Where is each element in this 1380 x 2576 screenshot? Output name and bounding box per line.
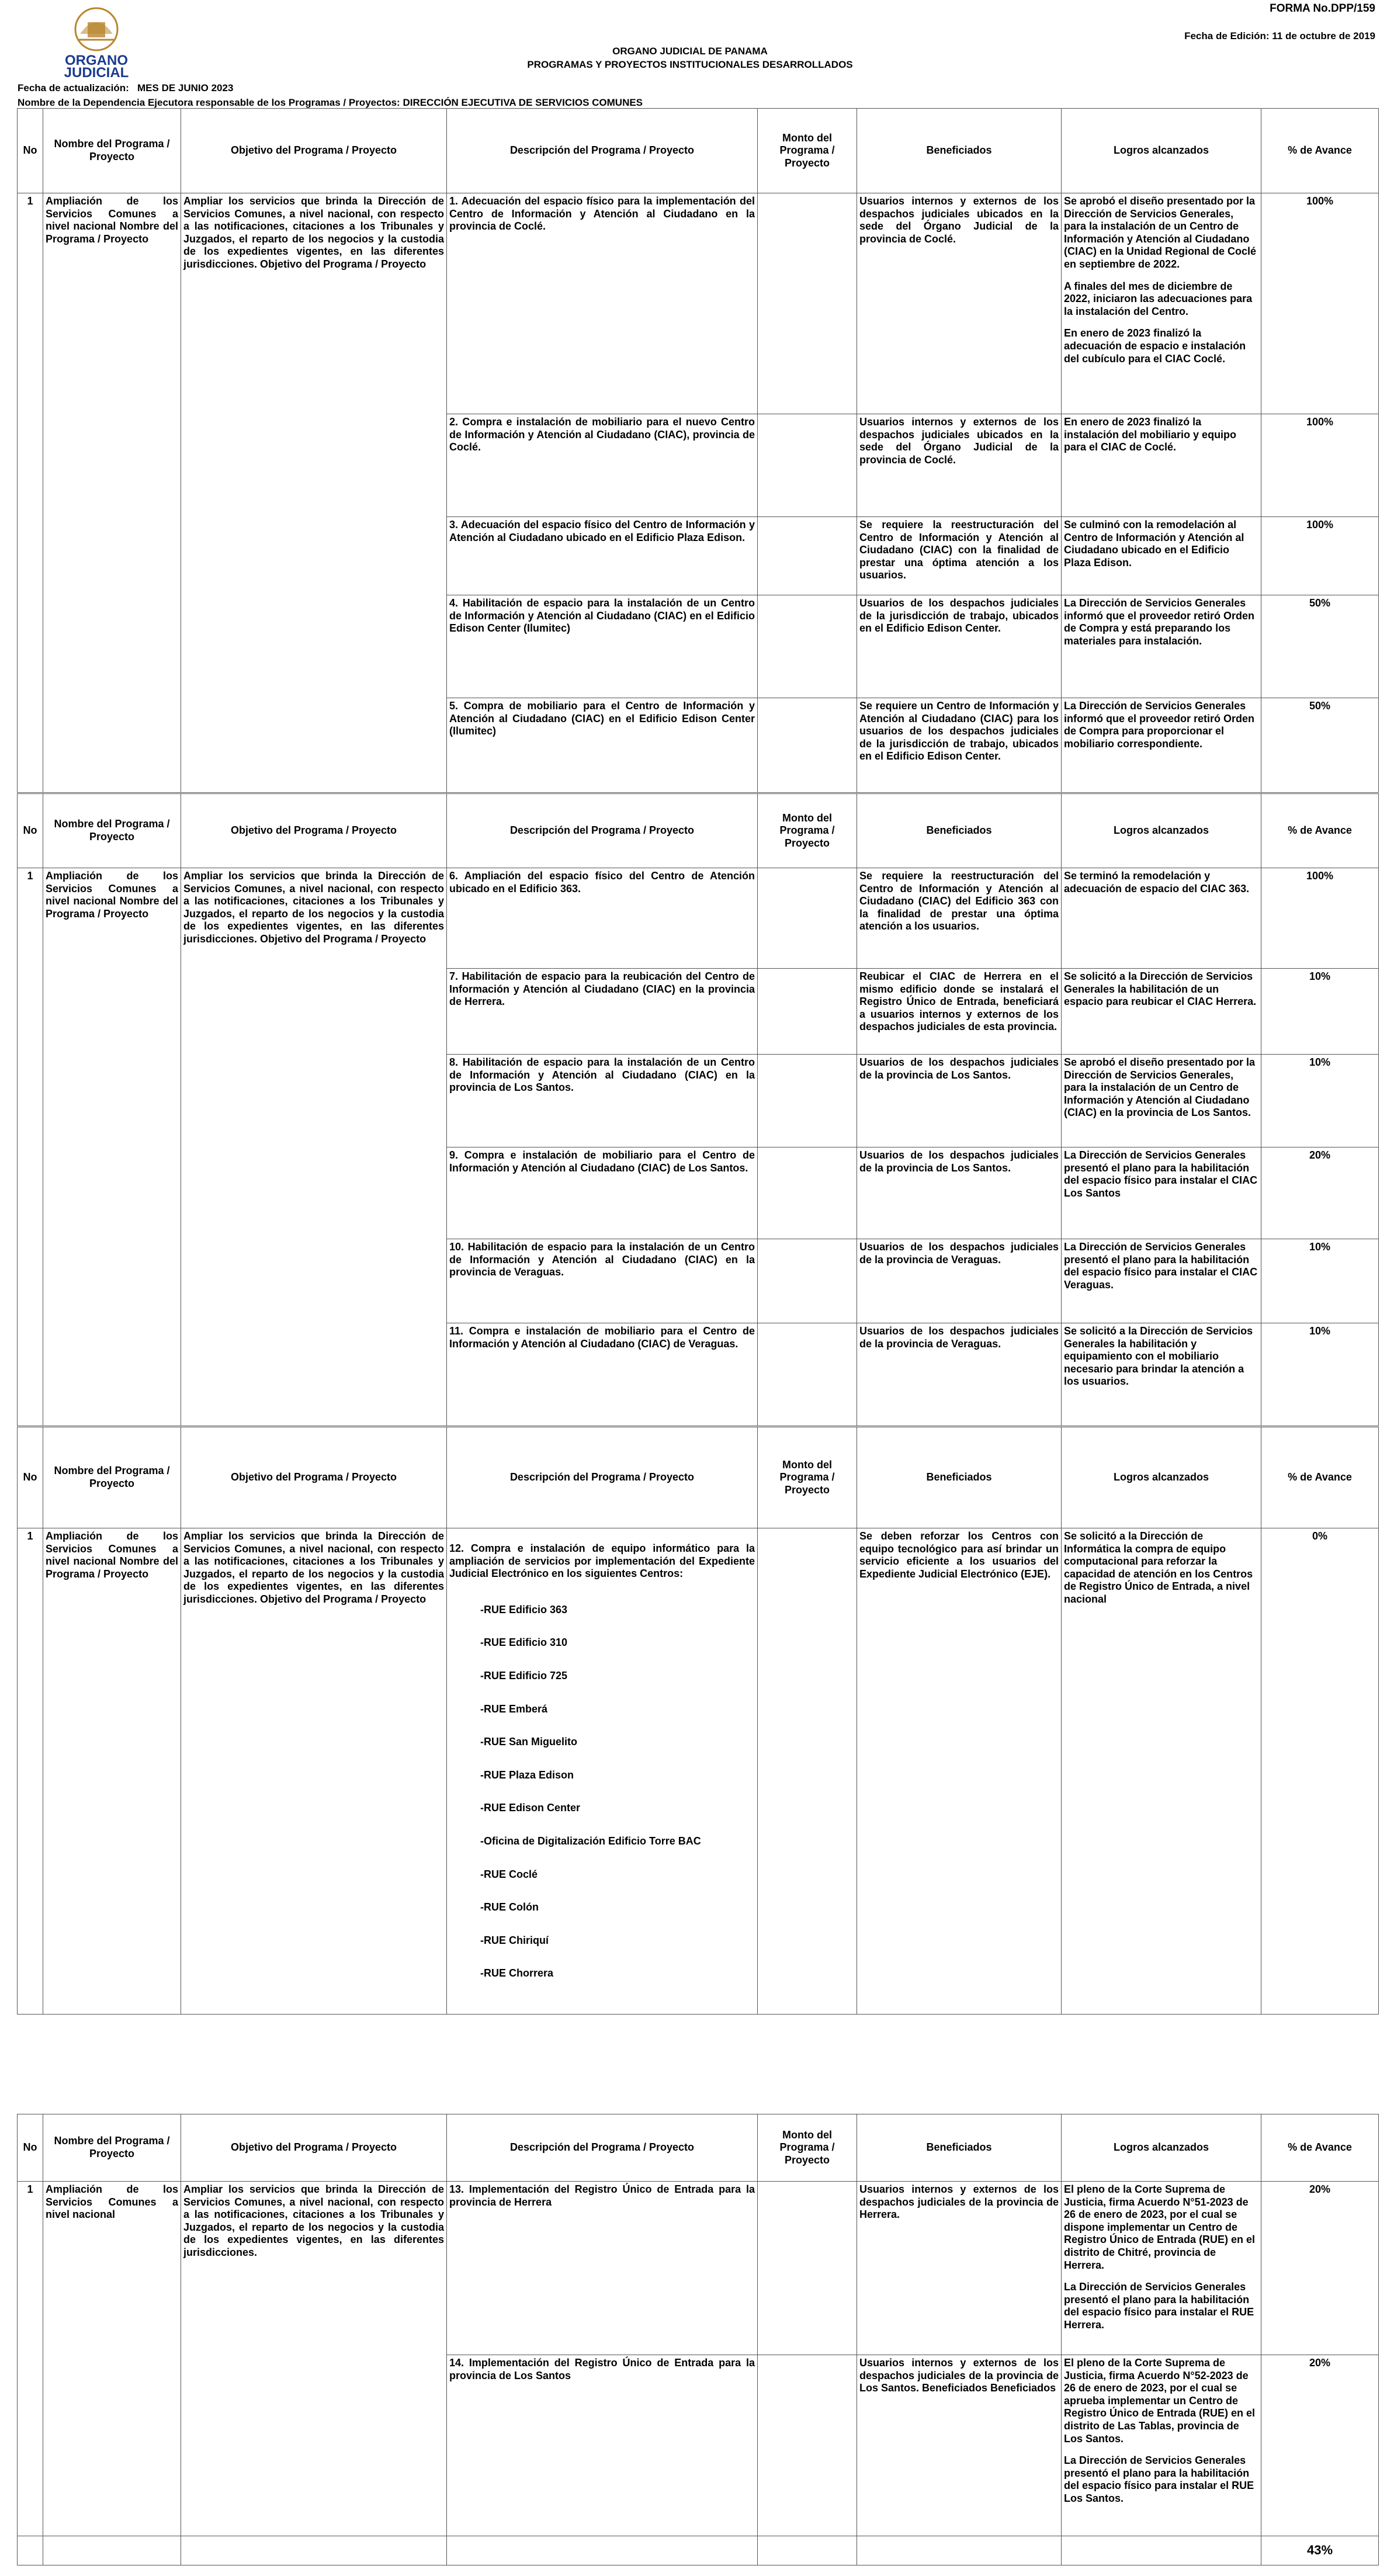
project-achievements: La Dirección de Servicios Generales informó que el proveedor retiró Orden de Compra y está preparando los materiales para instalación.	[1062, 595, 1261, 698]
empty-cell	[43, 2536, 181, 2565]
table-header-row	[18, 109, 1379, 193]
project-beneficiaries: Usuarios de los despachos judiciales de la provincia de Los Santos.	[857, 1147, 1062, 1239]
program-no: 1	[18, 2182, 43, 2536]
project-amount	[758, 193, 857, 414]
project-achievements: Se aprobó el diseño presentado por la Dirección de Servicios Generales, para la instalación de un Centro de Información y Atención al Ciudadano (CIAC) en la provincia de Los Santos.	[1062, 1055, 1261, 1147]
project-achievements: La Dirección de Servicios Generales presentó el plano para la habilitación del espacio físico para instalar el CIAC Los Santos	[1062, 1147, 1261, 1239]
list-item: -RUE Edificio 725	[480, 1669, 568, 1681]
project-beneficiaries: Usuarios de los despachos judiciales de la provincia de Veraguas.	[857, 1239, 1062, 1323]
programs-table-section-2	[17, 793, 1379, 1426]
project-progress: 10%	[1261, 1323, 1379, 1426]
list-item: -RUE Coclé	[480, 1868, 538, 1880]
program-no: 1	[18, 1528, 43, 2015]
program-no: 1	[18, 193, 43, 793]
list-item: -RUE Edificio 363	[480, 1603, 568, 1615]
table-header-row	[18, 794, 1379, 868]
col-amount: Monto del Programa / Proyecto	[758, 109, 857, 193]
project-beneficiaries: Reubicar el CIAC de Herrera en el mismo edificio donde se instalará el Registro Único de Entrada, beneficiará a usuarios internos y externos de los despachos judiciales de esta provincia.	[857, 969, 1062, 1055]
program-name: Ampliación de los Servicios Comunes a nivel nacional Nombre del Programa / Proyecto	[43, 193, 181, 793]
col-beneficiaries: Beneficiados	[857, 109, 1062, 193]
list-item: -RUE Colón	[480, 1901, 539, 1913]
project-amount	[758, 1323, 857, 1426]
program-objective: Ampliar los servicios que brinda la Dirección de Servicios Comunes, a nivel nacional, con respecto a las notificaciones, citaciones a los Tribunales y Juzgados, el reparto de los negocios y la custodia de los expedientes vigentes, en las diferentes jurisdicciones.	[181, 2182, 447, 2536]
project-amount	[758, 414, 857, 517]
col-name: Nombre del Programa / Proyecto	[43, 2114, 181, 2182]
project-description: 14. Implementación del Registro Único de Entrada para la provincia de Los Santos	[447, 2355, 758, 2536]
program-name: Ampliación de los Servicios Comunes a nivel nacional	[43, 2182, 181, 2536]
program-objective: Ampliar los servicios que brinda la Dirección de Servicios Comunes, a nivel nacional, con respecto a las notificaciones, citaciones a los Tribunales y Juzgados, el reparto de los negocios y la custodia de los expedientes vigentes, en las diferentes jurisdicciones. Objetivo del Programa / Proyecto	[181, 193, 447, 793]
project-beneficiaries: Se deben reforzar los Centros con equipo tecnológico para así brindar un servicio eficiente a los usuarios del Expediente Judicial Electrónico (EJE).	[857, 1528, 1062, 2015]
project-amount	[758, 1528, 857, 2015]
project-progress: 10%	[1261, 969, 1379, 1055]
program-name: Ampliación de los Servicios Comunes a nivel nacional Nombre del Programa / Proyecto	[43, 1528, 181, 2015]
project-beneficiaries: Usuarios de los despachos judiciales de la provincia de Los Santos.	[857, 1055, 1062, 1147]
col-achievements: Logros alcanzados	[1062, 2114, 1261, 2182]
org-title: ORGANO JUDICIAL DE PANAMA	[612, 46, 768, 57]
form-code: FORMA No.DPP/159	[1270, 2, 1375, 15]
program-no: 1	[18, 868, 43, 1426]
update-date: Fecha de actualización: MES DE JUNIO 2023	[18, 82, 234, 93]
project-description: 11. Compra e instalación de mobiliario para el Centro de Información y Atención al Ciudadano (CIAC) de Veraguas.	[447, 1323, 758, 1426]
project-description: 8. Habilitación de espacio para la instalación de un Centro de Información y Atención al Ciudadano (CIAC) en la provincia de Los Santos.	[447, 1055, 758, 1147]
empty-cell	[18, 2536, 43, 2565]
col-amount: Monto del Programa / Proyecto	[758, 1427, 857, 1528]
col-no: No	[18, 109, 43, 193]
project-progress: 100%	[1261, 868, 1379, 969]
list-item: -RUE Edison Center	[480, 1802, 581, 1814]
project-amount	[758, 517, 857, 595]
col-objective: Objetivo del Programa / Proyecto	[181, 109, 447, 193]
project-achievements: Se solicitó a la Dirección de Informática la compra de equipo computacional para reforzar la capacidad de atención en los Centros de Registro Único de Entrada, a nivel nacional	[1062, 1528, 1261, 2015]
project-amount	[758, 1239, 857, 1323]
project-amount	[758, 2355, 857, 2536]
project-amount	[758, 595, 857, 698]
project-achievements: La Dirección de Servicios Generales informó que el proveedor retiró Orden de Compra para proporcionar el mobiliario correspondiente.	[1062, 698, 1261, 793]
project-description: 12. Compra e instalación de equipo informático para la ampliación de servicios por implementación del Expediente Judicial Electrónico en los siguientes Centros: -RUE Edificio 363 -RUE Edificio 310 -RUE Edificio 725 -RUE Emberá -RUE San Miguelito -RUE Plaza Edison -RUE Edison Center -Oficina de Digitalización Edificio Torre BAC -RUE Coclé -RUE Colón -RUE Chiriquí -RUE Chorrera	[447, 1528, 758, 2015]
edition-date: Fecha de Edición: 11 de octubre de 2019	[1184, 30, 1375, 41]
program-objective: Ampliar los servicios que brinda la Dirección de Servicios Comunes, a nivel nacional, con respecto a las notificaciones, citaciones a los Tribunales y Juzgados, el reparto de los negocios y la custodia de los expedientes vigentes, en las diferentes jurisdicciones. Objetivo del Programa / Proyecto	[181, 868, 447, 1426]
programs-table-section-1	[17, 108, 1379, 793]
col-objective: Objetivo del Programa / Proyecto	[181, 1427, 447, 1528]
empty-cell	[758, 2536, 857, 2565]
table-row	[18, 193, 1379, 414]
project-progress: 20%	[1261, 2355, 1379, 2536]
empty-cell	[447, 2536, 758, 2565]
project-amount	[758, 969, 857, 1055]
project-achievements: La Dirección de Servicios Generales presentó el plano para la habilitación del espacio físico para instalar el CIAC Veraguas.	[1062, 1239, 1261, 1323]
table-row	[18, 1528, 1379, 2015]
project-achievements: El pleno de la Corte Suprema de Justicia, firma Acuerdo N°51-2023 de 26 de enero de 2023, por el cual se dispone implementar un Centro de Registro Único de Entrada (RUE) en el distrito de Chitré, provincia de Herrera. La Dirección de Servicios Generales presentó el plano para la habilitación del espacio físico para instalar el RUE Herrera.	[1062, 2182, 1261, 2355]
centers-list	[449, 1604, 755, 1980]
project-progress: 10%	[1261, 1239, 1379, 1323]
project-amount	[758, 868, 857, 969]
project-description: 6. Ampliación del espacio físico del Centro de Atención ubicado en el Edificio 363.	[447, 868, 758, 969]
project-progress: 20%	[1261, 1147, 1379, 1239]
project-progress: 20%	[1261, 2182, 1379, 2355]
col-objective: Objetivo del Programa / Proyecto	[181, 794, 447, 868]
col-beneficiaries: Beneficiados	[857, 794, 1062, 868]
list-item: -RUE San Miguelito	[480, 1736, 577, 1748]
project-achievements: En enero de 2023 finalizó la instalación del mobiliario y equipo para el CIAC de Coclé.	[1062, 414, 1261, 517]
col-progress: % de Avance	[1261, 1427, 1379, 1528]
project-achievements: El pleno de la Corte Suprema de Justicia, firma Acuerdo N°52-2023 de 26 de enero de 2023, por el cual se aprueba implementar un Centro de Registro Único de Entrada (RUE) en el distrito de Las Tablas, provincia de Los Santos. La Dirección de Servicios Generales presentó el plano para la habilitación del espacio físico para instalar el RUE Los Santos.	[1062, 2355, 1261, 2536]
project-achievements: Se culminó con la remodelación al Centro de Información y Atención al Ciudadano ubicado en el Edificio Plaza Edison.	[1062, 517, 1261, 595]
project-beneficiaries: Usuarios internos y externos de los despachos judiciales de la provincia de Los Santos. Beneficiados Beneficiados	[857, 2355, 1062, 2536]
project-achievements: Se aprobó el diseño presentado por la Dirección de Servicios Generales, para la instalación de un Centro de Información y Atención al Ciudadano (CIAC) en la Unidad Regional de Coclé en septiembre de 2022. A finales del mes de diciembre de 2022, iniciaron las adecuaciones para la instalación del Centro. En enero de 2023 finalizó la adecuación de espacio e instalación del cubículo para el CIAC Coclé.	[1062, 193, 1261, 414]
project-amount	[758, 1055, 857, 1147]
project-amount	[758, 1147, 857, 1239]
col-achievements: Logros alcanzados	[1062, 794, 1261, 868]
empty-cell	[857, 2536, 1062, 2565]
table-header-row	[18, 2114, 1379, 2182]
table-row	[18, 868, 1379, 969]
total-row	[18, 2536, 1379, 2565]
table-row	[18, 2182, 1379, 2355]
col-amount: Monto del Programa / Proyecto	[758, 794, 857, 868]
project-progress: 0%	[1261, 1528, 1379, 2015]
programs-table-section-3	[17, 1427, 1379, 2015]
list-item: -RUE Chiriquí	[480, 1934, 549, 1946]
project-beneficiaries: Usuarios internos y externos de los despachos judiciales ubicados en la sede del Órgano Judicial de la provincia de Coclé.	[857, 193, 1062, 414]
project-description: 1. Adecuación del espacio físico para la implementación del Centro de Información y Atención al Ciudadano en la provincia de Coclé.	[447, 193, 758, 414]
project-beneficiaries: Se requiere la reestructuración del Centro de Información y Atención al Ciudadano (CIAC) del Edificio 363 con la finalidad de prestar una óptima atención a los usuarios.	[857, 868, 1062, 969]
total-progress: 43%	[1261, 2536, 1379, 2565]
col-achievements: Logros alcanzados	[1062, 1427, 1261, 1528]
col-description: Descripción del Programa / Proyecto	[447, 1427, 758, 1528]
project-progress: 10%	[1261, 1055, 1379, 1147]
project-description: 4. Habilitación de espacio para la instalación de un Centro de Información y Atención al Ciudadano (CIAC) en el Edificio Edison Center (Ilumitec)	[447, 595, 758, 698]
program-name: Ampliación de los Servicios Comunes a nivel nacional Nombre del Programa / Proyecto	[43, 868, 181, 1426]
project-description: 10. Habilitación de espacio para la instalación de un Centro de Información y Atención al Ciudadano (CIAC) en la provincia de Veraguas.	[447, 1239, 758, 1323]
project-description: 7. Habilitación de espacio para la reubicación del Centro de Información y Atención al Ciudadano (CIAC) en la provincia de Herrera.	[447, 969, 758, 1055]
col-progress: % de Avance	[1261, 109, 1379, 193]
col-achievements: Logros alcanzados	[1062, 109, 1261, 193]
svg-text:JUDICIAL: JUDICIAL	[64, 65, 129, 79]
project-beneficiaries: Usuarios internos y externos de los despachos judiciales ubicados en la sede del Órgano Judicial de la provincia de Coclé.	[857, 414, 1062, 517]
project-progress: 100%	[1261, 414, 1379, 517]
svg-text:ORGANO: ORGANO	[65, 53, 128, 68]
project-description: 5. Compra de mobiliario para el Centro de Información y Atención al Ciudadano (CIAC) en el Edificio Edison Center (Ilumitec)	[447, 698, 758, 793]
col-beneficiaries: Beneficiados	[857, 1427, 1062, 1528]
project-beneficiaries: Se requiere un Centro de Información y Atención al Ciudadano (CIAC) para los usuarios de los despachos judiciales de la jurisdicción de trabajo, ubicados en el Edificio Edison Center.	[857, 698, 1062, 793]
col-description: Descripción del Programa / Proyecto	[447, 109, 758, 193]
col-beneficiaries: Beneficiados	[857, 2114, 1062, 2182]
report-title: PROGRAMAS Y PROYECTOS INSTITUCIONALES DESARROLLADOS	[527, 59, 853, 70]
project-progress: 100%	[1261, 517, 1379, 595]
col-description: Descripción del Programa / Proyecto	[447, 794, 758, 868]
project-description: 9. Compra e instalación de mobiliario para el Centro de Información y Atención al Ciudadano (CIAC) de Los Santos.	[447, 1147, 758, 1239]
list-item: -RUE Plaza Edison	[480, 1769, 574, 1781]
empty-cell	[1062, 2536, 1261, 2565]
list-item: -RUE Edificio 310	[480, 1637, 568, 1649]
project-beneficiaries: Usuarios de los despachos judiciales de la provincia de Veraguas.	[857, 1323, 1062, 1426]
project-beneficiaries: Usuarios internos y externos de los despachos judiciales de la provincia de Herrera.	[857, 2182, 1062, 2355]
project-description: 2. Compra e instalación de mobiliario para el nuevo Centro de Información y Atención al Ciudadano (CIAC), provincia de Coclé.	[447, 414, 758, 517]
project-progress: 50%	[1261, 595, 1379, 698]
dependency-line: Nombre de la Dependencia Ejecutora responsable de los Programas / Proyectos: DIRECCIÓN EJECUTIVA DE SERVICIOS COMUNES	[18, 97, 643, 108]
project-description: 13. Implementación del Registro Único de Entrada para la provincia de Herrera	[447, 2182, 758, 2355]
project-achievements: Se solicitó a la Dirección de Servicios Generales la habilitación y equipamiento con el mobiliario necesario para brindar la atención a los usuarios.	[1062, 1323, 1261, 1426]
table-header-row	[18, 1427, 1379, 1528]
project-amount	[758, 2182, 857, 2355]
program-objective: Ampliar los servicios que brinda la Dirección de Servicios Comunes, a nivel nacional, con respecto a las notificaciones, citaciones a los Tribunales y Juzgados, el reparto de los negocios y la custodia de los expedientes vigentes, en las diferentes jurisdicciones. Objetivo del Programa / Proyecto	[181, 1528, 447, 2015]
col-no: No	[18, 1427, 43, 1528]
list-item: -RUE Chorrera	[480, 1967, 554, 1979]
project-beneficiaries: Usuarios de los despachos judiciales de la jurisdicción de trabajo, ubicados en el Edificio Edison Center.	[857, 595, 1062, 698]
col-name: Nombre del Programa / Proyecto	[43, 1427, 181, 1528]
programs-table-section-4	[17, 2114, 1379, 2565]
list-item: -Oficina de Digitalización Edificio Torre BAC	[480, 1835, 701, 1847]
col-objective: Objetivo del Programa / Proyecto	[181, 2114, 447, 2182]
empty-cell	[181, 2536, 447, 2565]
project-progress: 50%	[1261, 698, 1379, 793]
list-item: -RUE Emberá	[480, 1703, 548, 1715]
col-name: Nombre del Programa / Proyecto	[43, 109, 181, 193]
project-achievements: Se terminó la remodelación y adecuación de espacio del CIAC 363.	[1062, 868, 1261, 969]
col-progress: % de Avance	[1261, 2114, 1379, 2182]
project-progress: 100%	[1261, 193, 1379, 414]
col-amount: Monto del Programa / Proyecto	[758, 2114, 857, 2182]
col-name: Nombre del Programa / Proyecto	[43, 794, 181, 868]
project-amount	[758, 698, 857, 793]
project-beneficiaries: Se requiere la reestructuración del Centro de Información y Atención al Ciudadano (CIAC) con la finalidad de prestar una óptima atención a los usuarios.	[857, 517, 1062, 595]
col-progress: % de Avance	[1261, 794, 1379, 868]
project-achievements: Se solicitó a la Dirección de Servicios Generales la habilitación de un espacio para reubicar el CIAC Herrera.	[1062, 969, 1261, 1055]
col-no: No	[18, 794, 43, 868]
col-description: Descripción del Programa / Proyecto	[447, 2114, 758, 2182]
col-no: No	[18, 2114, 43, 2182]
project-description: 3. Adecuación del espacio físico del Centro de Información y Atención al Ciudadano ubicado en el Edificio Plaza Edison.	[447, 517, 758, 595]
